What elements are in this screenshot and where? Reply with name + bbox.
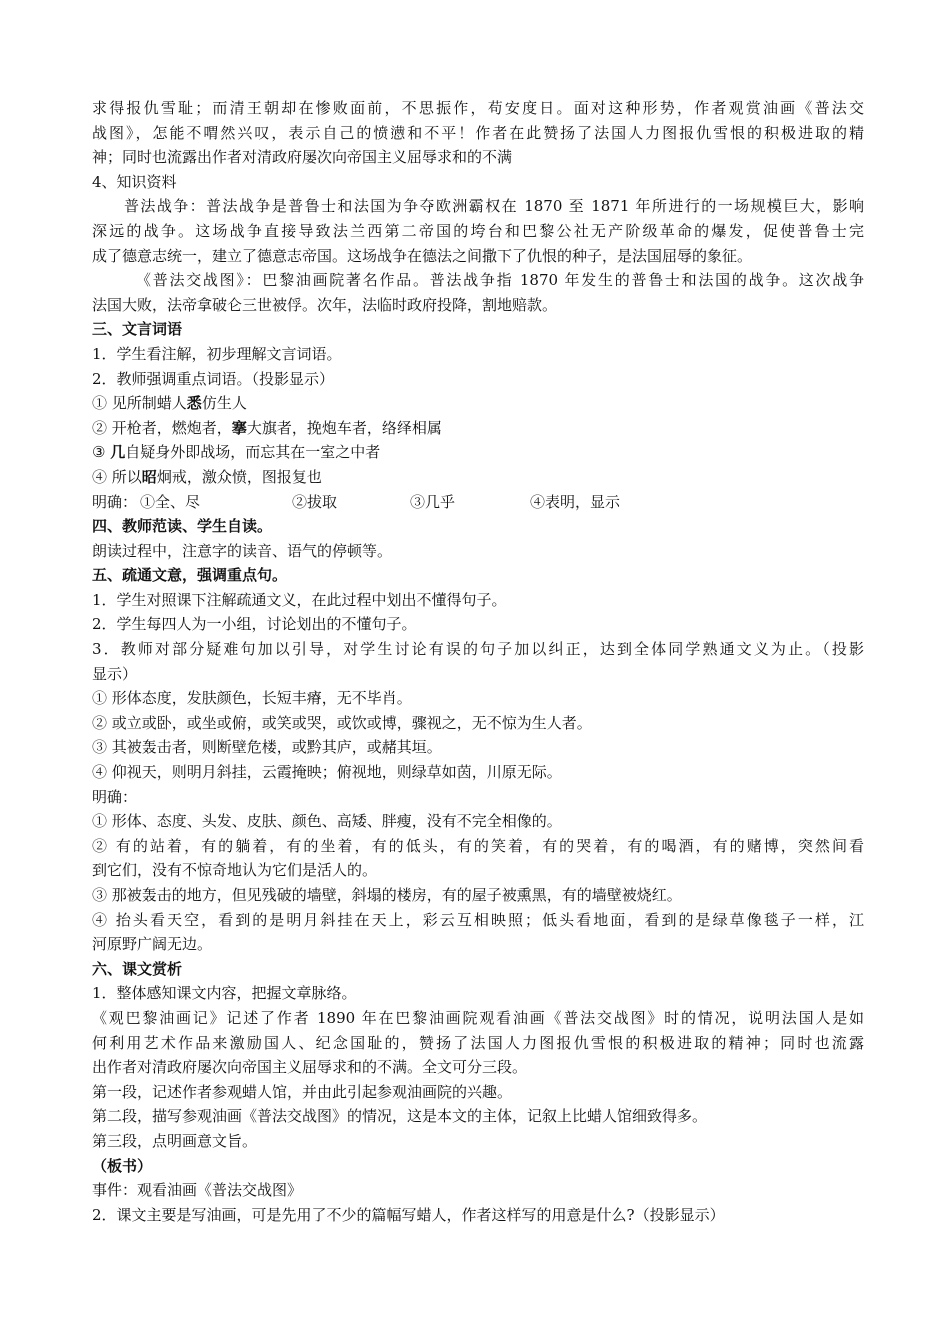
section-title-knowledge: 4、知识资料 xyxy=(92,172,177,191)
text-line: 战图》，怎能不喟然兴叹，表示自己的愤懑和不平！作者在此赞扬了法国人力图报仇雪恨的积极进取的精 xyxy=(92,123,864,142)
sentence-item: ① 形体态度，发肤颜色，长短丰瘠，无不毕肖。 xyxy=(92,689,412,708)
section-title-appreciation: 六、课文赏析 xyxy=(92,959,183,978)
translation-item: 河原野广阔无边。 xyxy=(92,935,213,954)
key-word: 搴 xyxy=(231,418,247,437)
war-paragraph-line: 成了德意志统一，建立了德意志帝国。这场战争在德法之间撒下了仇恨的种子，是法国屈辱的象征。 xyxy=(92,246,753,265)
painting-paragraph-line: 法国大败，法帝拿破仑三世被俘。次年，法临时政府投降，割地赔款。 xyxy=(92,295,558,314)
step-line: 显示） xyxy=(92,664,138,683)
text-line: 朗读过程中，注意字的读音、语气的停顿等。 xyxy=(92,541,393,560)
paragraph-division: 第二段，描写参观油画《普法交战图》的情况，这是本文的主体，记叙上比蜡人馆细致得多。 xyxy=(92,1107,708,1126)
translation-item: 到它们，没有不惊奇地认为它们是活人的。 xyxy=(92,861,378,880)
section-title-reading: 四、教师范读、学生自读。 xyxy=(92,517,273,536)
sentence-item: ③ 其被轰击者，则断壁危楼，或黔其庐，或赭其垣。 xyxy=(92,738,442,757)
text-line: 求得报仇雪耻；而清王朝却在惨败面前，不思振作，苟安度日。面对这种形势，作者观赏油画《普法交 xyxy=(92,99,864,117)
step-line: 2．学生每四人为一小组，讨论划出的不懂句子。 xyxy=(92,615,417,634)
step-line: 1．学生看注解，初步理解文言词语。 xyxy=(92,344,342,363)
step-line: 1．学生对照课下注解疏通文义，在此过程中划出不懂得句子。 xyxy=(92,590,507,609)
paragraph-division: 第三段，点明画意文旨。 xyxy=(92,1131,258,1150)
board-event: 事件：观看油画《普法交战图》 xyxy=(92,1181,303,1200)
word-example-2: ② 开枪者，燃炮者，搴大旗者，挽炮车者，络绎相属 xyxy=(92,418,442,437)
paragraph-division: 第一段，记述作者参观蜡人馆，并由此引起参观油画院的兴趣。 xyxy=(92,1082,513,1101)
key-word: 悉 xyxy=(186,394,202,413)
summary-line: 《观巴黎油画记》记述了作者 1890 年在巴黎油画院观看油画《普法交战图》时的情况，说明法国人是如 xyxy=(92,1008,864,1027)
step-line: 3．教师对部分疑难句加以引导，对学生讨论有误的句子加以纠正，达到全体同学熟通文义为止。（投影 xyxy=(92,640,864,659)
war-paragraph-line: 深远的战争。这场战争直接导致法兰西第二帝国的垮台和巴黎公社无产阶级革命的爆发，促使普鲁士完 xyxy=(92,221,864,240)
section-title-meaning: 五、疏通文意，强调重点句。 xyxy=(92,566,288,585)
sentence-item: ④ 仰视天，则明月斜挂，云霞掩映；俯视地，则绿草如茵，川原无际。 xyxy=(92,763,562,782)
step-line: 2．教师强调重点词语。（投影显示） xyxy=(92,369,335,388)
section-title-classical-words: 三、文言词语 xyxy=(92,320,183,339)
translation-item: ② 有的站着，有的躺着，有的坐着，有的低头，有的笑着，有的哭着，有的喝酒，有的赌博，突然间看 xyxy=(92,836,864,855)
word-example-1: ① 见所制蜡人悉仿生人 xyxy=(92,394,247,413)
sentence-item: ② 或立或卧，或坐或俯，或笑或哭，或饮或博，骤视之，无不惊为生人者。 xyxy=(92,713,592,732)
word-example-4: ④ 所以昭炯戒，激众愤，图报复也 xyxy=(92,467,322,486)
war-paragraph-line: 普法战争：普法战争是普鲁士和法国为争夺欧洲霸权在 1870 至 1871 年所进行的一场规模巨大，影响 xyxy=(124,197,864,216)
summary-line: 出作者对清政府屡次向帝国主义屈辱求和的不满。全文可分三段。 xyxy=(92,1058,528,1077)
key-word: 几 xyxy=(110,443,126,462)
word-example-3: ③ 几自疑身外即战场，而忘其在一室之中者 xyxy=(92,443,381,462)
board-label: （板书） xyxy=(92,1156,153,1175)
key-word: 昭 xyxy=(141,467,157,486)
painting-paragraph-line: 《普法交战图》：巴黎油画院著名作品。普法战争指 1870 年发生的普鲁士和法国的战争。这次战争 xyxy=(136,271,864,290)
word-clarification: 明确： ①全、尽 ②拔取 ③几乎 ④表明，显示 xyxy=(92,492,621,511)
clarify-label: 明确： xyxy=(92,787,138,806)
translation-item: ① 形体、态度、头发、皮肤、颜色、高矮、胖瘦，没有不完全相像的。 xyxy=(92,812,562,831)
summary-line: 何利用艺术作品来激励国人、纪念国耻的，赞扬了法国人力图报仇雪恨的积极进取的精神；同时也流露 xyxy=(92,1033,864,1052)
text-line: 神；同时也流露出作者对清政府屡次向帝国主义屈辱求和的不满 xyxy=(92,148,513,167)
translation-item: ④ 抬头看天空，看到的是明月斜挂在天上，彩云互相映照；低头看地面，看到的是绿草像毯子一样，江 xyxy=(92,910,864,929)
step-line: 2．课文主要是写油画，可是先用了不少的篇幅写蜡人，作者这样写的用意是什么?（投影显示） xyxy=(92,1205,725,1224)
step-line: 1．整体感知课文内容，把握文章脉络。 xyxy=(92,984,357,1003)
translation-item: ③ 那被轰击的地方，但见残破的墙壁，斜塌的楼房，有的屋子被熏黑，有的墙壁被烧红。 xyxy=(92,886,682,904)
